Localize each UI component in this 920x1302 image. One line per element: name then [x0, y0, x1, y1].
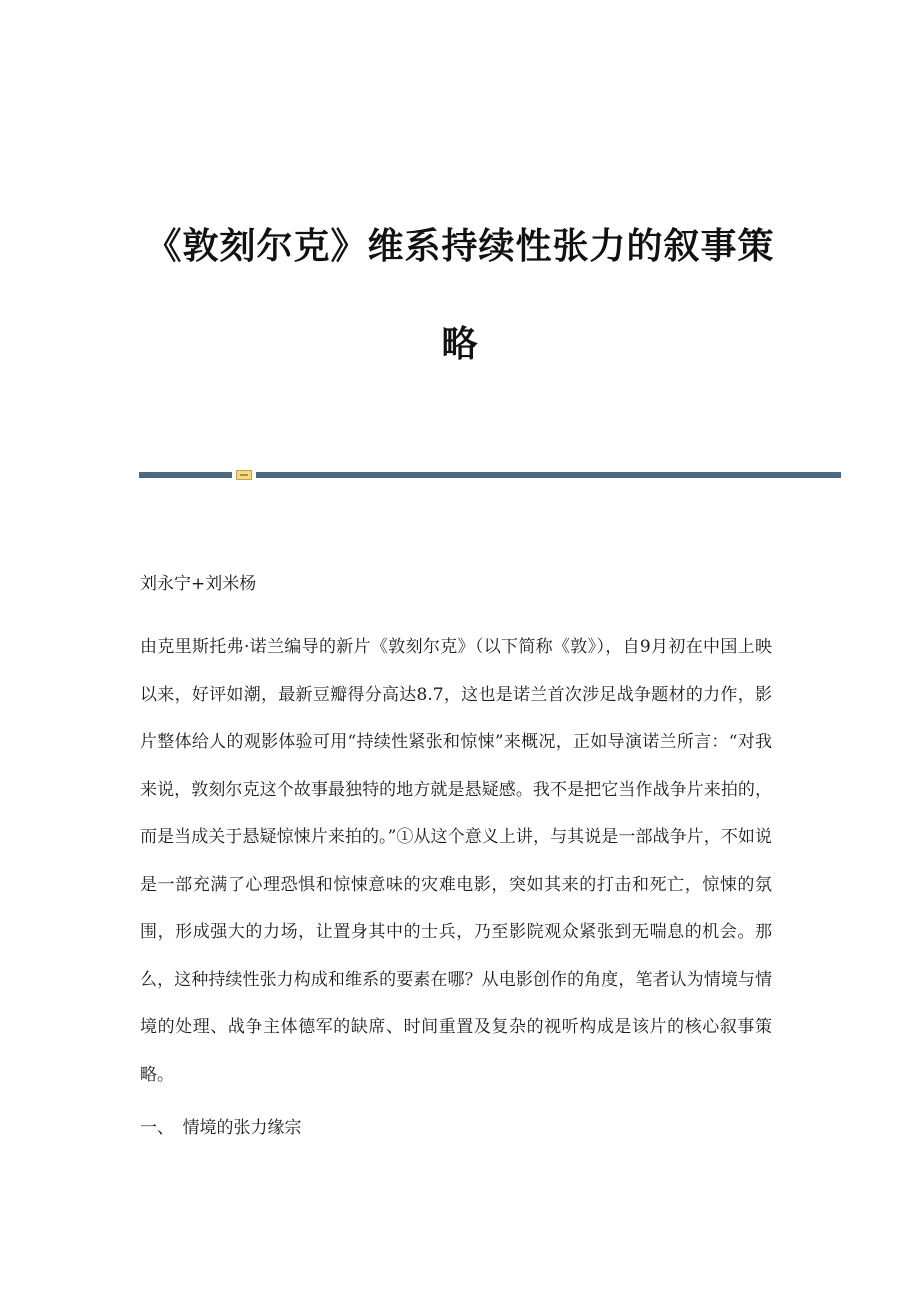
body-paragraph: 由克里斯托弗·诺兰编导的新片《敦刻尔克》（以下简称《敦》），自9月初在中国上映以来，好评如潮，最新豆瓣得分高达8.7，这也是诺兰首次涉足战争题材的力作，影片整体给人的观影体验可用“持续性紧张和惊悚”来概况，正如导演诺兰所言：“对我来说，敦刻尔克这个故事最独特的地方就是悬疑感。我不是把它当作战争片来拍的，而是当成关于悬疑惊悚片来拍的。”①从这个意义上讲，与其说是一部战争片，不如说是一部充满了心理恐惧和惊悚意味的灾难电影，突如其来的打击和死亡，惊悚的氛围，形成强大的力场，让置身其中的士兵，乃至影院观众紧张到无喘息的机会。那么，这种持续性张力构成和维系的要素在哪？从电影创作的角度，笔者认为情境与情境的处理、战争主体德军的缺席、时间重置及复杂的视听构成是该片的核心叙事策略。: [140, 637, 772, 1085]
divider-bar-left: [139, 472, 232, 478]
document-title-line-1: 《敦刻尔克》维系持续性张力的叙事策: [145, 226, 775, 267]
document-title-line-2: 略: [441, 324, 479, 365]
divider-ornament-icon: [236, 470, 252, 480]
divider-bar-right: [256, 472, 841, 478]
section-heading: 一、 情境的张力缘宗: [140, 1118, 302, 1138]
title-divider: [139, 470, 841, 479]
authors: 刘永宁+刘米杨: [140, 574, 257, 594]
